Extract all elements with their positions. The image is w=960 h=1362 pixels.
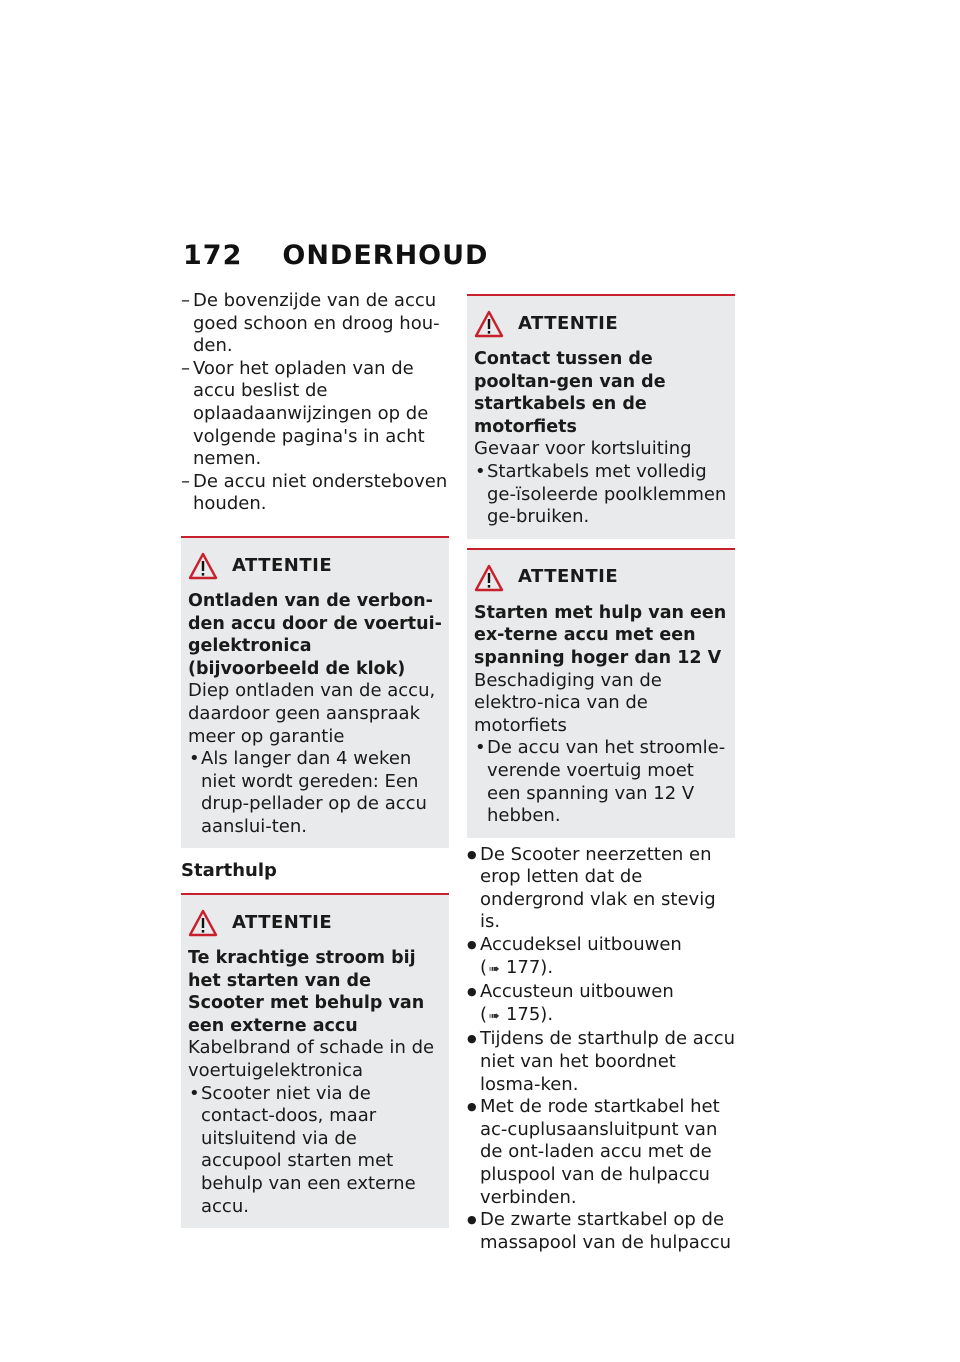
warning-triangle-icon bbox=[474, 564, 504, 592]
attention-label: ATTENTIE bbox=[232, 911, 333, 933]
warning-triangle-icon bbox=[474, 310, 504, 338]
attention-label: ATTENTIE bbox=[518, 312, 619, 334]
reference-arrow-icon: ➠ bbox=[489, 961, 500, 977]
page-number: 172 bbox=[183, 240, 243, 271]
attention-subtitle: Contact tussen de pooltan-gen van de startkabels en de motorfiets bbox=[474, 349, 666, 437]
section-title: Starthulp bbox=[181, 860, 277, 882]
attention-label: ATTENTIE bbox=[232, 554, 333, 576]
step-item: ● De zwarte startkabel op de massapool van de hulpaccu bbox=[467, 1209, 735, 1254]
attention-label: ATTENTIE bbox=[518, 566, 619, 588]
right-column bbox=[467, 294, 735, 1254]
attention-bullet: • De accu van het stroomle-verende voertuig moet een spanning van 12 V hebben. bbox=[474, 737, 728, 827]
step-item: ● De Scooter neerzetten en erop letten dat de ondergrond vlak en stevig is. bbox=[467, 844, 735, 934]
attention-subtitle: Starten met hulp van een ex-terne accu met een spanning hoger dan 12 V bbox=[474, 602, 727, 668]
step-item: ● Accudeksel uitbouwen ( ➠ 177). bbox=[467, 934, 735, 981]
attention-text: Kabelbrand of schade in de voertuigelektronica bbox=[188, 1037, 435, 1082]
attention-box bbox=[467, 294, 735, 539]
list-item: – De bovenzijde van de accu goed schoon en droog hou-den. bbox=[181, 290, 449, 358]
attention-subtitle: Te krachtige stroom bij het starten van de Scooter met behulp van een externe accu bbox=[188, 948, 425, 1036]
attention-bullet: • Scooter niet via de contact-doos, maar uitsluitend via de accupool starten met behulp van een externe accu. bbox=[188, 1083, 442, 1219]
attention-text: Beschadiging van de elektro-nica van de motorfiets bbox=[474, 669, 662, 736]
attention-box bbox=[181, 536, 449, 849]
step-item: ● Accusteun uitbouwen ( ➠ 175). bbox=[467, 981, 735, 1028]
reference-arrow-icon: ➠ bbox=[489, 1008, 500, 1024]
step-item: ● Tijdens de starthulp de accu niet van het boordnet losma-ken. bbox=[467, 1028, 735, 1096]
step-item: ● Met de rode startkabel het ac-cuplusaansluitpunt van de ont-laden accu met de pluspool van de hulpaccu verbinden. bbox=[467, 1096, 735, 1209]
attention-bullet: • Startkabels met volledig ge-ïsoleerde poolklemmen ge-bruiken. bbox=[474, 461, 728, 529]
list-item: – Voor het opladen van de accu beslist de oplaadaanwijzingen op de volgende pagina's in acht nemen. bbox=[181, 358, 449, 471]
warning-triangle-icon bbox=[188, 552, 218, 580]
chapter-title: ONDERHOUD bbox=[282, 240, 489, 271]
page-header bbox=[183, 240, 488, 271]
attention-box bbox=[181, 893, 449, 1228]
attention-text: Gevaar voor kortsluiting bbox=[474, 438, 692, 460]
attention-text: Diep ontladen van de accu, daardoor geen aanspraak meer op garantie bbox=[188, 680, 436, 747]
attention-bullet: • Als langer dan 4 weken niet wordt gereden: Een drup-pellader op de accu aanslui-ten. bbox=[188, 748, 442, 838]
attention-subtitle: Ontladen van de verbon-den accu door de voertui-gelektronica (bijvoorbeeld de klok) bbox=[188, 590, 442, 679]
warning-triangle-icon bbox=[188, 909, 218, 937]
attention-box bbox=[467, 548, 735, 838]
list-item: – De accu niet ondersteboven houden. bbox=[181, 471, 449, 516]
left-column bbox=[181, 290, 449, 1228]
